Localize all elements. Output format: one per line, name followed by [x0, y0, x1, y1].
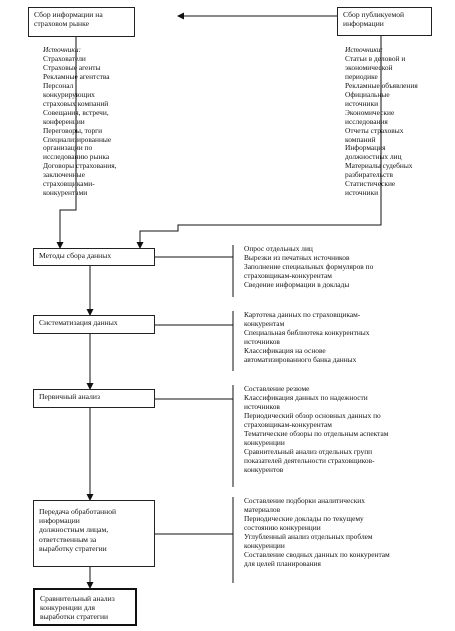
detail-item: конкурентам	[244, 318, 285, 328]
left-source-item: Персонал	[43, 80, 74, 90]
top-left-box	[28, 7, 135, 37]
stage-transfer-details	[244, 497, 390, 569]
detail-item: Классификация данных по надежности	[244, 392, 368, 402]
stage-methods-box	[33, 248, 155, 266]
final-box	[33, 588, 137, 626]
detail-item: Вырезки из печатных источников	[244, 252, 350, 262]
detail-item: Опрос отдельных лиц	[244, 244, 313, 253]
detail-item: Периодические доклады по текущему	[244, 513, 364, 523]
right-source-item: Материалы судебных	[345, 161, 413, 171]
detail-item: Составление подборки аналитических	[244, 496, 365, 505]
detail-item: конкурентов	[244, 464, 284, 474]
detail-item: Картотека данных по страховщикам-	[244, 310, 361, 319]
top-right-box	[337, 7, 432, 36]
left-source-item: конкурирующих	[43, 89, 95, 99]
detail-item: страховщикам-конкурентам	[244, 419, 332, 429]
right-source-item: экономической	[345, 62, 393, 72]
detail-item: Составление резюме	[244, 384, 310, 393]
detail-item: конкуренции	[244, 437, 285, 447]
right-source-item: периодике	[345, 71, 378, 81]
left-source-item: организации по	[43, 143, 93, 153]
left-source-item: Переговоры, торги	[43, 125, 103, 135]
left-source-item: конференции	[43, 116, 85, 126]
left-sources-heading: Источники:	[43, 45, 81, 54]
stage-system-details	[244, 311, 369, 365]
right-source-item: Рекламные объявления	[345, 80, 418, 90]
left-source-item: страховых компаний	[43, 98, 109, 108]
detail-item: автоматизированного банка данных	[244, 354, 357, 364]
final-line: конкуренции для	[40, 603, 96, 613]
stage-primary-details	[244, 385, 388, 475]
right-source-item: источники	[345, 188, 379, 198]
left-source-item: Специализированные	[43, 134, 112, 144]
right-sources-heading: Источники:	[345, 45, 383, 54]
stage-primary-box	[33, 389, 155, 408]
right-source-item: Информация	[345, 143, 386, 153]
detail-item: состоянию конкуренции	[244, 522, 321, 532]
right-source-item: источники	[345, 98, 379, 108]
left-source-item: Рекламные агентства	[43, 71, 110, 81]
detail-item: Специальная библиотека конкурентных	[244, 327, 370, 337]
right-source-item: компаний	[345, 134, 376, 144]
detail-item: конкуренции	[244, 540, 285, 550]
top-right-line: Сбор публикуемой	[343, 10, 405, 19]
detail-item: Составление сводных данных по конкурентам	[244, 549, 390, 559]
top-right-line: информации	[343, 19, 384, 29]
left-source-item: страховщиками-	[43, 179, 95, 189]
left-source-item: заключенные	[43, 170, 85, 180]
stage-label: Методы сбора данных	[39, 251, 112, 260]
detail-item: Заполнение специальных формуляров по	[244, 261, 374, 271]
stage-label: выработку стратегии	[39, 543, 107, 553]
right-source-item: Статьи в деловой и	[345, 53, 406, 63]
stage-transfer-box	[33, 500, 155, 567]
detail-item: Периодический обзор основных данных по	[244, 410, 381, 420]
right-source-item: Отчеты страховых	[345, 125, 404, 135]
left-source-item: Страхователи	[43, 53, 86, 63]
right-sources-list	[345, 46, 418, 198]
left-source-item: конкурентами	[43, 188, 88, 198]
top-left-line: страховом рынке	[34, 19, 89, 29]
final-line: выработки стратегии	[40, 612, 109, 622]
stage-label: Передача обработанной	[39, 507, 117, 516]
left-source-item: Совещания, встречи,	[43, 107, 109, 117]
stage-label: должностным лицам,	[39, 525, 109, 535]
top-left-line: Сбор информации на	[34, 10, 103, 19]
right-source-item: разбирательств	[345, 170, 393, 180]
detail-item: источников	[244, 336, 280, 346]
right-source-item: Статистические	[345, 179, 396, 189]
detail-item: Сведение информации в доклады	[244, 279, 350, 289]
right-source-item: Официальные	[345, 89, 390, 99]
stage-label: ответственным за	[39, 534, 97, 544]
detail-item: для целей планирования	[244, 558, 321, 568]
right-source-item: должностных лиц	[345, 152, 402, 162]
detail-item: Тематические обзоры по отдельным аспектам	[244, 428, 389, 438]
stage-label: Систематизация данных	[39, 318, 118, 327]
stage-label: Первичный анализ	[39, 392, 100, 401]
final-line: Сравнительный анализ	[40, 594, 115, 603]
left-source-item: Договоры страхования,	[43, 161, 117, 171]
left-source-item: исследованию рынка	[43, 152, 110, 162]
detail-item: Углубленный анализ отдельных проблем	[244, 531, 373, 541]
detail-item: материалов	[244, 504, 281, 514]
right-source-item: исследования	[345, 116, 388, 126]
detail-item: источников	[244, 401, 280, 411]
right-source-item: Экономические	[345, 107, 395, 117]
detail-item: Классификация на основе	[244, 345, 326, 355]
left-source-item: Страховые агенты	[43, 62, 101, 72]
detail-item: показателей деятельности страховщиков-	[244, 455, 375, 465]
stage-system-box	[33, 315, 155, 334]
detail-item: Сравнительный анализ отдельных групп	[244, 446, 373, 456]
detail-item: страховщикам-конкурентам	[244, 270, 332, 280]
left-sources-list	[43, 46, 116, 198]
stage-label: информации	[39, 516, 80, 526]
stage-methods-details	[244, 245, 373, 290]
